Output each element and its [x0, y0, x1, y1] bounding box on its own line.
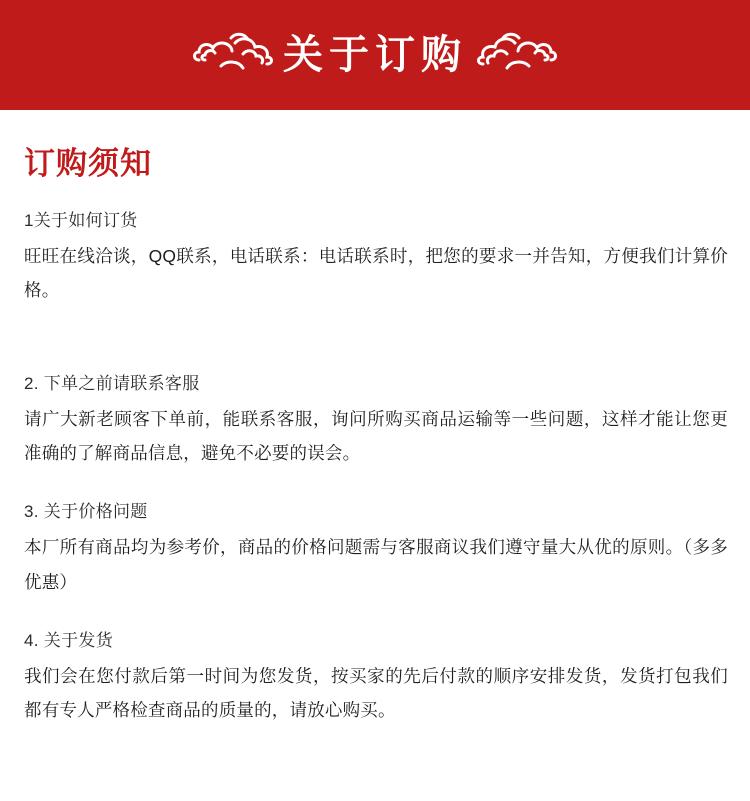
notice-heading: 4. 关于发货	[24, 630, 114, 650]
notice-block-2	[22, 368, 728, 471]
banner-title: 关于订购	[283, 32, 467, 77]
notice-heading: 3. 关于价格问题	[24, 502, 148, 522]
cloud-ornament-icon-right	[473, 30, 559, 81]
banner-inner	[191, 30, 559, 81]
banner	[0, 0, 750, 110]
notice-body: 请广大新老顾客下单前，能联系客服，询问所购买商品运输等一些问题，这样才能让您更准确的了解商品信息，避免不必要的误会。	[24, 408, 728, 463]
notice-heading: 2. 下单之前请联系客服	[24, 373, 200, 393]
section-title: 订购须知	[24, 146, 152, 181]
spacer	[22, 334, 728, 368]
notice-body: 我们会在您付款后第一时间为您发货，按买家的先后付款的顺序安排发货，发货打包我们都有专人严格检查商品的质量的，请放心购买。	[24, 665, 728, 721]
content	[0, 110, 750, 727]
cloud-ornament-icon	[191, 30, 277, 81]
notice-block-4	[22, 625, 728, 728]
notice-body: 本厂所有商品均为参考价，商品的价格问题需与客服商议我们遵守量大从优的原则。（多多优惠）	[24, 537, 728, 592]
notice-block-1	[22, 205, 728, 308]
notice-heading: 1关于如何订货	[24, 211, 138, 230]
notice-block-3	[22, 496, 728, 599]
notice-body: 旺旺在线洽谈，QQ联系，电话联系：电话联系时，把您的要求一并告知，方便我们计算价格。	[24, 246, 728, 301]
